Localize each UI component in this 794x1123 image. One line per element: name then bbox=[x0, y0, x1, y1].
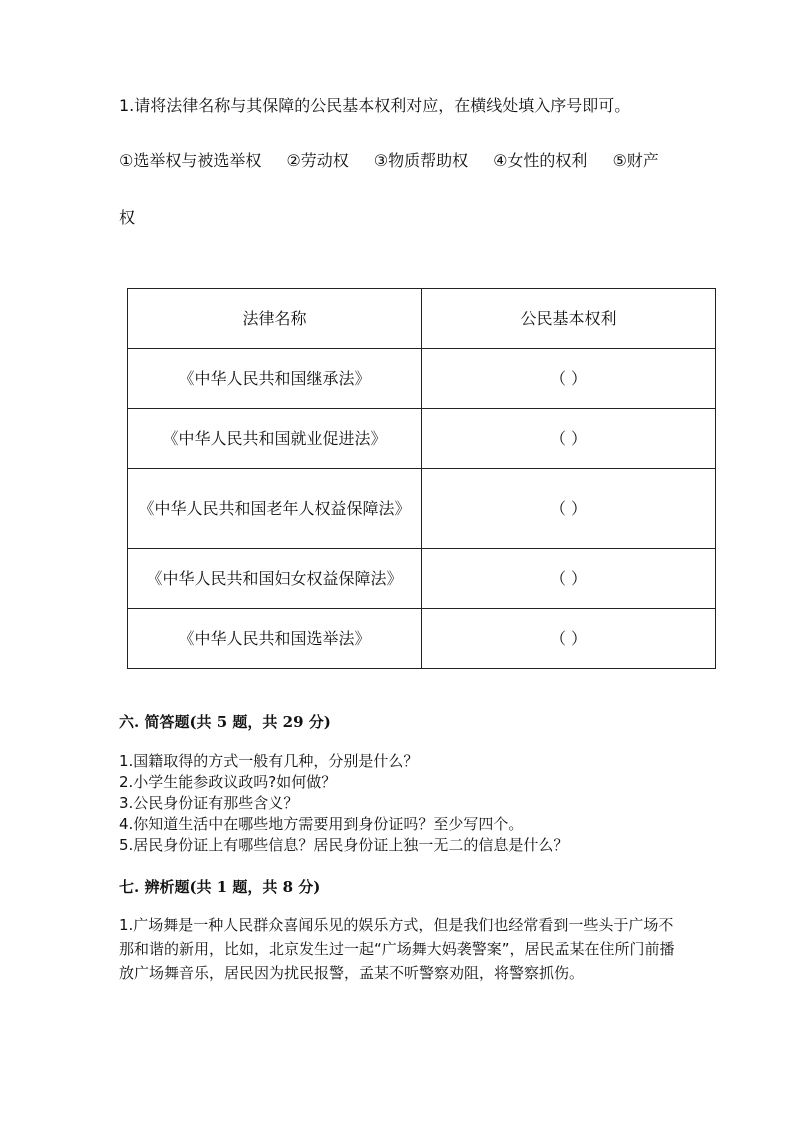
law-name-cell: 《中华人民共和国就业促进法》 bbox=[128, 409, 422, 469]
question-intro: 1.请将法律名称与其保障的公民基本权利对应，在横线处填入序号即可。 bbox=[119, 96, 631, 115]
table-row bbox=[128, 549, 716, 609]
list-item: 4.你知道生活中在哪些地方需要用到身份证吗？至少写四个。 bbox=[119, 815, 524, 833]
list-item: 2.小学生能参政议政吗?如何做？ bbox=[119, 773, 337, 791]
short-answer-list bbox=[119, 751, 568, 856]
table-header-row bbox=[128, 289, 716, 349]
answer-blank[interactable]: （ ） bbox=[422, 349, 716, 409]
table-row bbox=[128, 349, 716, 409]
option-4: ④女性的权利 bbox=[493, 151, 588, 170]
table-row bbox=[128, 469, 716, 549]
options-wrap-text: 权 bbox=[119, 208, 136, 227]
list-item: 5.居民身份证上有哪些信息？居民身份证上独一无二的信息是什么？ bbox=[119, 836, 569, 854]
table-row bbox=[128, 609, 716, 669]
law-rights-table bbox=[127, 288, 716, 669]
header-law-name: 法律名称 bbox=[128, 289, 422, 349]
law-name-cell: 《中华人民共和国继承法》 bbox=[128, 349, 422, 409]
list-item: 1.国籍取得的方式一般有几种，分别是什么？ bbox=[119, 752, 419, 770]
option-3: ③物质帮助权 bbox=[373, 151, 469, 170]
law-name-cell: 《中华人民共和国老年人权益保障法》 bbox=[128, 469, 422, 549]
options-line bbox=[119, 149, 679, 173]
law-name-cell: 《中华人民共和国选举法》 bbox=[128, 609, 422, 669]
section-6-title: 六. 简答题(共 5 题，共 29 分) bbox=[119, 713, 331, 731]
option-1: ①选举权与被选举权 bbox=[119, 151, 262, 170]
answer-blank[interactable]: （ ） bbox=[422, 409, 716, 469]
law-name-cell: 《中华人民共和国妇女权益保障法》 bbox=[128, 549, 422, 609]
answer-blank[interactable]: （ ） bbox=[422, 609, 716, 669]
section-7-title: 七. 辨析题(共 1 题，共 8 分) bbox=[119, 878, 321, 896]
answer-blank[interactable]: （ ） bbox=[422, 469, 716, 549]
option-2: ②劳动权 bbox=[286, 151, 349, 170]
option-5: ⑤财产 bbox=[612, 151, 659, 170]
header-citizen-rights: 公民基本权利 bbox=[422, 289, 716, 349]
answer-blank[interactable]: （ ） bbox=[422, 549, 716, 609]
analysis-paragraph: 1.广场舞是一种人民群众喜闻乐见的娱乐方式，但是我们也经常看到一些头于广场不那和谐的新用，比如，北京发生过一起“广场舞大妈袭警案”，居民孟某在住所门前播放广场舞音乐，居民因为扰民报警，孟某不听警察劝阻，将警察抓伤。 bbox=[119, 916, 675, 982]
table-row bbox=[128, 409, 716, 469]
list-item: 3.公民身份证有那些含义？ bbox=[119, 794, 299, 812]
